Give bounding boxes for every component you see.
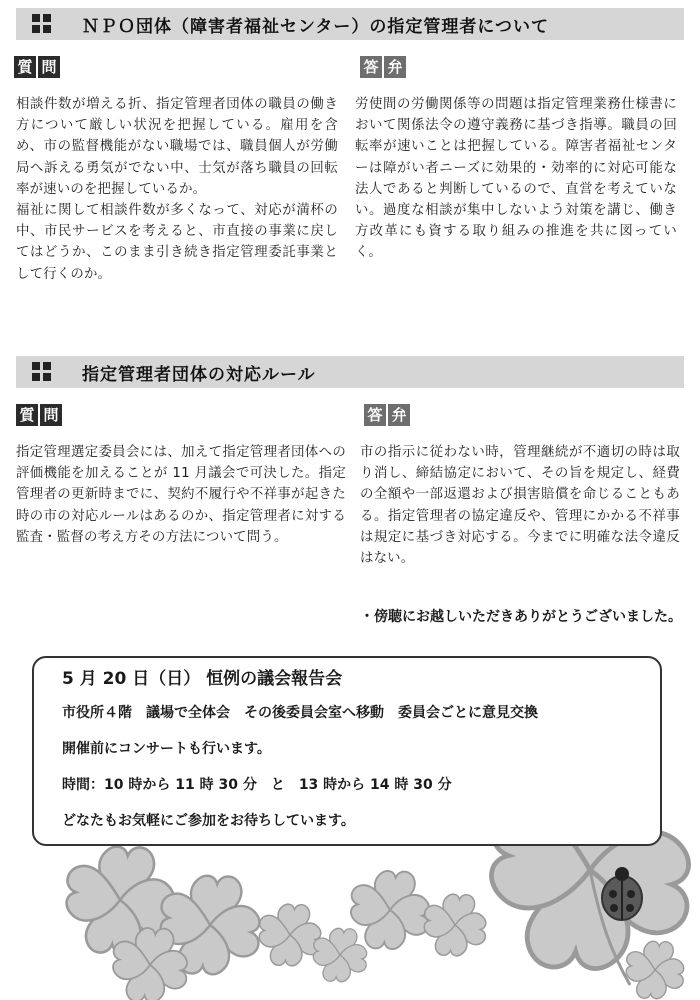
- answer-badge-char: 弁: [388, 404, 410, 426]
- question-paragraph: 指定管理選定委員会には、加えて指定管理者団体への評価機能を加えることが 11 月議会で可決した。指定管理者の更新時までに、契約不履行や不祥事が起きた時の市の対応ルールはあるのか、指定管理者に対する監査・監督の考え方その方法について問う。: [16, 445, 346, 545]
- answer-paragraph: 労使間の労働関係等の問題は指定管理業務仕様書において関係法令の遵守義務に基づき指導。職員の回転率が速いことは把握している。障害者福祉センターは障がい者ニーズに効果的・効率的に対応可能な法人であると判断しているので、直営を考えていない。過度な相談が集中しないよう対策を講じ、働き方改革にも資する取り組みの推進を共に図っていく。: [355, 97, 677, 261]
- event-concert: 開催前にコンサートも行います。: [62, 741, 271, 757]
- event-invitation: どなたもお気軽にご参加をお待ちしています。: [62, 813, 355, 829]
- answer-badge-char: 答: [364, 404, 386, 426]
- section2-title: 指定管理者団体の対応ルール: [82, 364, 316, 385]
- clover-icon: [351, 871, 429, 949]
- event-notice-box: [32, 656, 662, 846]
- section1-title: ＮＰＯ団体（障害者福祉センター）の指定管理者について: [82, 16, 549, 37]
- question-badge-char: 質: [16, 404, 38, 426]
- question-paragraph: 福祉に関して相談件数が多くなって、対応が満杯の中、市民サービスを考えると、市直接の事業に戻してはどうか、このまま引き続き指定管理委託事業として行くのか。: [16, 203, 338, 282]
- answer-badge-char: 答: [360, 56, 382, 78]
- answer-paragraph: 市の指示に従わない時，管理継続が不適切の時は取り消し、締結協定において、その旨を規定し、経費の全額や一部返還および損害賠償を命じることもある。指定管理者の協定違反や、管理にかかる不祥事は規定に基づき対応する。今までに明確な法令違反はない。: [360, 445, 680, 567]
- event-location: 市役所４階 議場で全体会 その後委員会室へ移動 委員会ごとに意見交換: [62, 705, 538, 721]
- question-badge-char: 問: [40, 404, 62, 426]
- clover-icon: [424, 894, 486, 956]
- event-title: 5 月 20 日（日） 恒例の議会報告会: [62, 669, 343, 689]
- question-paragraph: 相談件数が増える折、指定管理者団体の職員の働き方について厳しい状況を把握している。雇用を含め、市の監督機能がない職場では、職員個人が労働局へ訴える勇気がでない中、士気が落ち職員の回転率が速いのを把握しているか。: [16, 97, 338, 197]
- event-time: 時間：10 時から 11 時 30 分 と 13 時から 14 時 30 分: [62, 777, 452, 793]
- thanks-message: ・傍聴にお越しいただきありがとうございました。: [360, 609, 682, 625]
- clover-icon: [626, 941, 683, 998]
- clover-icon: [313, 928, 366, 981]
- question-badge-char: 問: [38, 56, 60, 78]
- answer-badge-char: 弁: [384, 56, 406, 78]
- clover-icon: [259, 904, 321, 966]
- question-badge-char: 質: [14, 56, 36, 78]
